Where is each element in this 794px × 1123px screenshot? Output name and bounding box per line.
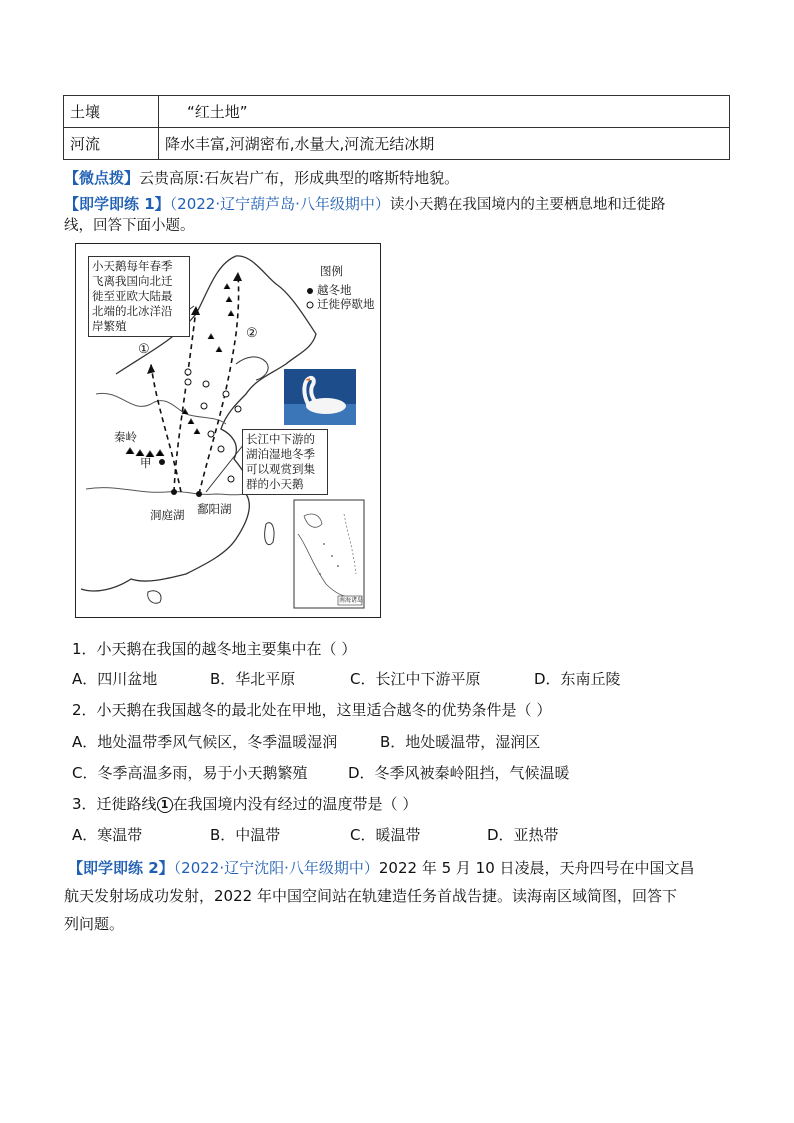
label-jia: 甲 bbox=[140, 456, 152, 470]
taiwan-outline bbox=[265, 523, 274, 545]
q1-option-a: A．四川盆地 bbox=[72, 670, 158, 688]
callout-north-line: 飞离我国向北迁 bbox=[92, 274, 173, 288]
callout-north-line: 小天鹅每年春季 bbox=[92, 259, 173, 273]
table-value: “红土地” bbox=[159, 96, 730, 128]
q2-option-b: B．地处暖温带，湿润区 bbox=[380, 733, 541, 751]
practice2-line-3: 列问题。 bbox=[64, 915, 125, 933]
callout-yangtze-line: 长江中下游的 bbox=[246, 432, 315, 446]
winter-site-jia bbox=[159, 459, 165, 465]
callout-pointer bbox=[206, 444, 244, 492]
question-2-stem: 2．小天鹅在我国越冬的最北处在甲地，这里适合越冬的优势条件是（ ） bbox=[72, 701, 552, 719]
q3-option-c: C．暖温带 bbox=[350, 826, 421, 844]
route-1-arrow bbox=[147, 364, 155, 374]
legend-winter-marker bbox=[307, 288, 313, 294]
callout-north-line: 徙至亚欧大陆最 bbox=[92, 289, 173, 303]
hainan-outline bbox=[148, 591, 161, 604]
q3-stem-b: 在我国境内没有经过的温度带是（ ） bbox=[172, 795, 418, 813]
callout-north bbox=[88, 256, 190, 337]
route-2-label: ② bbox=[246, 326, 258, 341]
callout-north-line: 岸繁殖 bbox=[92, 319, 127, 333]
inset-map bbox=[294, 500, 364, 608]
practice1-line bbox=[64, 193, 665, 216]
q2-option-c: C．冬季高温多雨，易于小天鹅繁殖 bbox=[72, 764, 308, 782]
route-2-arrow bbox=[233, 272, 242, 281]
table-row bbox=[64, 96, 730, 128]
winter-site bbox=[196, 491, 202, 497]
q3-option-d: D．亚热带 bbox=[487, 826, 559, 844]
q1-option-c: C．长江中下游平原 bbox=[350, 670, 481, 688]
route-1-label: ① bbox=[138, 342, 150, 357]
practice1-text: 读小天鹅在我国境内的主要栖息地和迁徙路 bbox=[389, 197, 666, 213]
swan-photo bbox=[284, 369, 356, 425]
practice1-source: （2022·辽宁葫芦岛·八年级期中） bbox=[169, 195, 390, 213]
callout-yangtze-line: 群的小天鹅 bbox=[246, 477, 304, 491]
practice1-tag: 【即学即练 1】 bbox=[64, 195, 170, 213]
q2-option-a: A．地处温带季风气候区，冬季温暖湿润 bbox=[72, 733, 338, 751]
callout-yangtze bbox=[242, 429, 328, 495]
route-1-line bbox=[151, 364, 181, 492]
label-poyang: 鄱阳湖 bbox=[197, 502, 232, 516]
stopover-sites bbox=[185, 369, 241, 482]
yangtze-river bbox=[86, 488, 244, 495]
practice2-text: 2022 年 5 月 10 日凌晨，天舟四号在中国文昌 bbox=[378, 859, 695, 877]
question-3-stem bbox=[72, 793, 417, 814]
legend-title: 图例 bbox=[320, 264, 343, 278]
question-1-stem: 1．小天鹅在我国的越冬地主要集中在（ ） bbox=[72, 640, 357, 658]
label-dongting: 洞庭湖 bbox=[150, 508, 185, 522]
legend-winter-label: 越冬地 bbox=[317, 283, 352, 297]
q3-option-a: A．寒温带 bbox=[72, 826, 143, 844]
callout-yangtze-line: 湖泊湿地冬季 bbox=[246, 447, 315, 461]
callout-north-line: 北端的北冰洋沿 bbox=[92, 304, 173, 318]
route-1-circle-icon: 1 bbox=[157, 797, 173, 813]
bohai-coast bbox=[236, 357, 268, 380]
tip-line bbox=[64, 167, 459, 189]
table-value: 降水丰富,河湖密布,水量大,河流无结冰期 bbox=[159, 128, 730, 160]
inset-label: 南海诸岛 bbox=[339, 597, 364, 604]
q2-option-d: D．冬季风被秦岭阻挡，气候温暖 bbox=[348, 764, 570, 782]
table-key: 河流 bbox=[64, 128, 159, 160]
tip-text: 云贵高原:石灰岩广布，形成典型的喀斯特地貌。 bbox=[139, 169, 460, 187]
callout-yangtze-line: 可以观赏到集 bbox=[246, 462, 315, 476]
label-qinling: 秦岭 bbox=[114, 430, 137, 444]
practice2-line bbox=[68, 857, 695, 879]
swan-migration-map bbox=[75, 243, 381, 618]
tip-tag: 【微点拨】 bbox=[64, 169, 140, 187]
q3-option-b: B．中温带 bbox=[210, 826, 281, 844]
q3-stem-a: 3．迁徙路线 bbox=[72, 795, 157, 813]
q1-option-d: D．东南丘陵 bbox=[534, 670, 621, 688]
practice2-tag: 【即学即练 2】 bbox=[68, 859, 174, 877]
q1-option-b: B．华北平原 bbox=[210, 670, 296, 688]
practice2-line-2: 航天发射场成功发射，2022 年中国空间站在轨建造任务首战告捷。读海南区域简图，回答下 bbox=[64, 887, 677, 905]
winter-site bbox=[171, 489, 177, 495]
climate-feature-table bbox=[63, 95, 730, 160]
yellow-river bbox=[96, 393, 226, 424]
practice2-source: （2022·辽宁沈阳·八年级期中） bbox=[173, 859, 379, 877]
practice1-text-cont: 线，回答下面小题。 bbox=[64, 218, 195, 234]
table-row bbox=[64, 128, 730, 160]
legend-stop-label: 迁徙停歇地 bbox=[317, 297, 375, 311]
table-key: 土壤 bbox=[64, 96, 159, 128]
legend-stop-marker bbox=[307, 302, 313, 308]
